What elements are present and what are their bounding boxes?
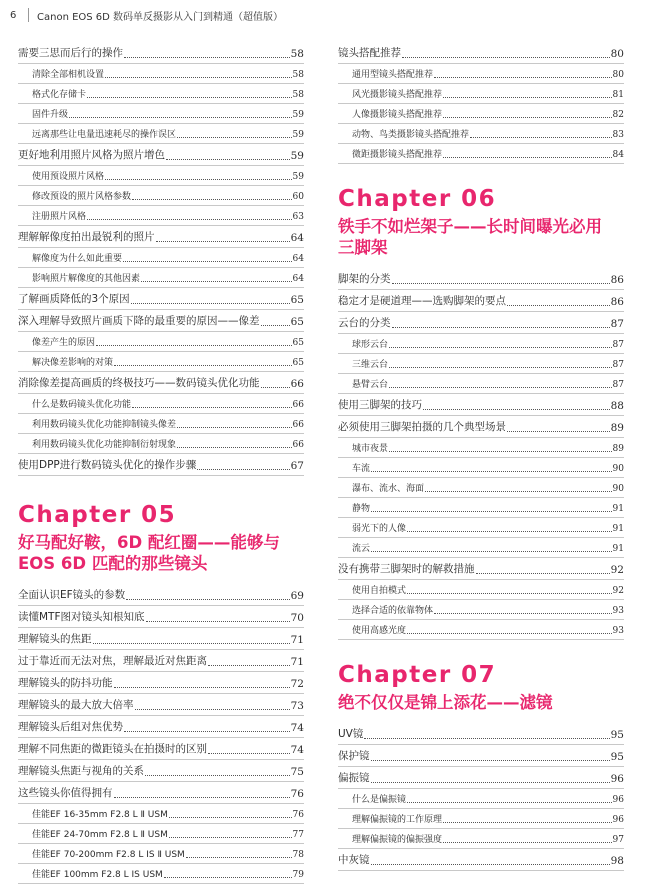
page-number: 6 [10, 9, 17, 21]
dot-leader [407, 632, 612, 634]
dot-leader [476, 572, 610, 574]
toc-entry-title: 利用数码镜头优化功能抑制衍射现象 [32, 440, 177, 450]
dot-leader [123, 260, 292, 262]
dot-leader [443, 96, 612, 98]
toc-entry-title: 使用三脚架的技巧 [338, 399, 422, 411]
dot-leader [146, 620, 290, 622]
chapter-label: Chapter 05 [18, 502, 177, 528]
dot-leader [407, 592, 612, 594]
toc-entry-title: 使用高感光度 [352, 626, 407, 636]
dot-leader [126, 598, 289, 600]
toc-page-number: 87 [612, 380, 624, 390]
dot-leader [164, 876, 292, 878]
toc-subentry [18, 268, 304, 288]
toc-entry-title: 注册照片风格 [32, 212, 87, 222]
dot-leader [114, 796, 290, 798]
toc-entry-title: 全面认识EF镜头的参数 [18, 589, 126, 601]
toc-entry [18, 42, 304, 64]
toc-page-number: 75 [290, 766, 304, 778]
toc-entry [18, 650, 304, 672]
toc-entry [338, 745, 624, 767]
toc-entry-title: 镜头搭配推荐 [338, 47, 401, 59]
toc-entry [338, 394, 624, 416]
toc-page-number: 59 [292, 172, 304, 182]
dot-leader [434, 76, 612, 78]
toc-page-number: 87 [612, 340, 624, 350]
toc-entry-title: 三维云台 [352, 360, 389, 370]
toc-page-number: 90 [612, 464, 624, 474]
dot-leader [364, 737, 609, 739]
chapter-label: Chapter 06 [338, 186, 497, 212]
toc-page-number: 66 [292, 420, 304, 430]
toc-page-number: 84 [612, 150, 624, 160]
toc-entry [18, 144, 304, 166]
chapter-07-heading [338, 662, 624, 713]
toc-entry-title: 悬臂云台 [352, 380, 389, 390]
toc-entry-title: 弱光下的人像 [352, 524, 407, 534]
toc-entry-title: 远离那些让电量迅速耗尽的操作误区 [32, 130, 177, 140]
toc-entry-title: 使用DPP进行数码镜头优化的操作步骤 [18, 459, 197, 471]
dot-leader [177, 446, 292, 448]
toc-entry-title: 格式化存储卡 [32, 90, 87, 100]
dot-leader [371, 863, 610, 865]
page-header [10, 7, 283, 23]
toc-entry-title: 深入理解导致照片画质下降的最重要的原因——像差 [18, 315, 260, 327]
dot-leader [114, 686, 290, 688]
toc-subentry [18, 206, 304, 226]
toc-subentry [338, 438, 624, 458]
toc-entry [338, 312, 624, 334]
toc-subentry [18, 186, 304, 206]
toc-page-number: 71 [290, 634, 304, 646]
toc-entry-title: 动物、鸟类摄影镜头搭配推荐 [352, 130, 470, 140]
toc-subentry [338, 498, 624, 518]
toc-page-number: 76 [292, 810, 304, 820]
toc-entry [18, 694, 304, 716]
toc-page-number: 60 [292, 192, 304, 202]
dot-leader [132, 406, 292, 408]
toc-page-number: 80 [612, 70, 624, 80]
toc-entry [18, 716, 304, 738]
toc-subentry [338, 600, 624, 620]
toc-subentry [18, 64, 304, 84]
dot-leader [208, 752, 290, 754]
toc-entry-title: 解决像差影响的对策 [32, 358, 114, 368]
toc-page-number: 91 [612, 544, 624, 554]
dot-leader [434, 612, 612, 614]
toc-subentry [18, 124, 304, 144]
toc-entry [338, 416, 624, 438]
toc-section-lens-recommend [338, 42, 624, 164]
toc-page-number: 64 [292, 254, 304, 264]
toc-entry [18, 606, 304, 628]
dot-leader [389, 346, 612, 348]
toc-page-number: 59 [292, 130, 304, 140]
toc-page-number: 89 [612, 444, 624, 454]
toc-page-number: 74 [290, 722, 304, 734]
dot-leader [425, 490, 612, 492]
toc-page-number: 69 [290, 590, 304, 602]
toc-subentry [18, 394, 304, 414]
toc-subentry [18, 104, 304, 124]
toc-page-number: 92 [610, 564, 624, 576]
dot-leader [443, 821, 612, 823]
dot-leader [124, 56, 290, 58]
toc-subentry [338, 478, 624, 498]
toc-entry-title: 稳定才是硬道理——选购脚架的要点 [338, 295, 506, 307]
dot-leader [105, 76, 292, 78]
toc-entry [18, 738, 304, 760]
toc-subentry [338, 124, 624, 144]
toc-entry [18, 782, 304, 804]
toc-page-number: 96 [612, 815, 624, 825]
toc-entry-title: 什么是偏振镜 [352, 795, 407, 805]
toc-page-number: 63 [292, 212, 304, 222]
dot-leader [389, 386, 612, 388]
toc-page-number: 66 [290, 378, 304, 390]
toc-entry-title: 理解镜头焦距与视角的关系 [18, 765, 144, 777]
toc-subentry [18, 414, 304, 434]
toc-subentry [338, 829, 624, 849]
toc-page-number: 93 [612, 626, 624, 636]
dot-leader [135, 708, 290, 710]
toc-subentry [338, 809, 624, 829]
dot-leader [87, 218, 292, 220]
toc-page-number: 89 [610, 422, 624, 434]
toc-entry-title: 必须使用三脚架拍摄的几个典型场景 [338, 421, 506, 433]
dot-leader [389, 366, 612, 368]
toc-entry-title: 使用自拍模式 [352, 586, 407, 596]
toc-page-number: 58 [292, 70, 304, 80]
toc-subentry [18, 332, 304, 352]
dot-leader [114, 364, 292, 366]
toc-entry [338, 558, 624, 580]
toc-entry-title: 云台的分类 [338, 317, 391, 329]
toc-page-number: 59 [292, 110, 304, 120]
toc-entry-title: 佳能EF 16-35mm F2.8 L Ⅱ USM [32, 810, 168, 820]
dot-leader [470, 136, 612, 138]
toc-subentry [338, 518, 624, 538]
dot-leader [145, 774, 290, 776]
toc-page-number: 91 [612, 524, 624, 534]
dot-leader [166, 158, 290, 160]
dot-leader [443, 116, 612, 118]
toc-entry [338, 849, 624, 871]
book-title: Canon EOS 6D 数码单反摄影从入门到精通（超值版） [37, 11, 284, 23]
toc-subentry [18, 824, 304, 844]
toc-chapter-05-entries [18, 584, 304, 884]
toc-entry-title: 中灰镜 [338, 854, 370, 866]
toc-subentry [338, 374, 624, 394]
toc-page-number: 87 [610, 318, 624, 330]
dot-leader [371, 550, 612, 552]
toc-page-number: 58 [290, 48, 304, 60]
toc-entry-title: 理解镜头的焦距 [18, 633, 92, 645]
toc-page-number: 87 [612, 360, 624, 370]
toc-entry-title: 流云 [352, 544, 371, 554]
toc-subentry [18, 434, 304, 454]
dot-leader [105, 178, 292, 180]
dot-leader [124, 730, 290, 732]
dot-leader [96, 344, 292, 346]
toc-page-number: 64 [290, 232, 304, 244]
toc-page-number: 65 [290, 316, 304, 328]
toc-entry-title: 使用预设照片风格 [32, 172, 105, 182]
toc-left-column [18, 42, 304, 884]
toc-entry-title: 佳能EF 24-70mm F2.8 L Ⅱ USM [32, 830, 168, 840]
toc-entry [338, 268, 624, 290]
toc-subentry [18, 804, 304, 824]
dot-leader [197, 468, 289, 470]
toc-entry-title: 球形云台 [352, 340, 389, 350]
toc-subentry [18, 166, 304, 186]
toc-entry-title: 微距摄影镜头搭配推荐 [352, 150, 443, 160]
dot-leader [407, 801, 612, 803]
toc-entry-title: 什么是数码镜头优化功能 [32, 400, 132, 410]
dot-leader [69, 116, 292, 118]
dot-leader [371, 470, 612, 472]
chapter-06-heading [338, 186, 624, 258]
toc-page-number: 96 [610, 773, 624, 785]
toc-page-number: 59 [290, 150, 304, 162]
dot-leader [392, 326, 610, 328]
chapter-title-line-2: 三脚架 [338, 238, 388, 257]
toc-entry-title: 佳能EF 100mm F2.8 L IS USM [32, 870, 163, 880]
toc-entry-title: 了解画质降低的3个原因 [18, 293, 130, 305]
toc-subentry [338, 789, 624, 809]
toc-page-number: 66 [292, 400, 304, 410]
dot-leader [132, 198, 292, 200]
toc-page-number: 96 [612, 795, 624, 805]
header-divider [28, 8, 29, 22]
toc-entry-title: 没有携带三脚架时的解救措施 [338, 563, 475, 575]
toc-page-number: 80 [610, 48, 624, 60]
toc-entry-title: 保护镜 [338, 750, 370, 762]
toc-entry-title: 解像度为什么如此重要 [32, 254, 123, 264]
toc-subentry [338, 334, 624, 354]
toc-entry-title: 修改预设的照片风格参数 [32, 192, 132, 202]
toc-subentry [338, 354, 624, 374]
toc-page-number: 91 [612, 504, 624, 514]
toc-page-number: 77 [292, 830, 304, 840]
toc-entry-title: 佳能EF 70-200mm F2.8 L IS Ⅱ USM [32, 850, 185, 860]
dot-leader [131, 302, 290, 304]
toc-page-number: 78 [292, 850, 304, 860]
toc-entry-title: 过于靠近而无法对焦，理解最近对焦距离 [18, 655, 207, 667]
dot-leader [389, 450, 612, 452]
dot-leader [402, 56, 610, 58]
toc-entry [18, 628, 304, 650]
toc-entry [18, 454, 304, 476]
toc-entry-title: 利用数码镜头优化功能抑制镜头像差 [32, 420, 177, 430]
toc-entry-title: 读懂MTF图对镜头知根知底 [18, 611, 145, 623]
dot-leader [208, 664, 290, 666]
toc-page-number: 93 [612, 606, 624, 616]
toc-subentry [18, 864, 304, 884]
dot-leader [371, 759, 610, 761]
dot-leader [507, 304, 610, 306]
toc-entry-title: UV镜 [338, 728, 364, 740]
toc-page-number: 73 [290, 700, 304, 712]
toc-right-column [338, 42, 624, 871]
toc-page-number: 66 [292, 440, 304, 450]
toc-page-number: 65 [292, 338, 304, 348]
dot-leader [93, 642, 290, 644]
toc-entry-title: 像差产生的原因 [32, 338, 96, 348]
toc-entry-title: 清除全部相机设置 [32, 70, 105, 80]
toc-entry-title: 理解不同焦距的微距镜头在拍摄时的区别 [18, 743, 207, 755]
toc-page-number: 65 [290, 294, 304, 306]
toc-entry-title: 脚架的分类 [338, 273, 391, 285]
dot-leader [169, 816, 292, 818]
toc-entry-title: 静物 [352, 504, 371, 514]
dot-leader [371, 510, 612, 512]
toc-subentry [338, 64, 624, 84]
toc-page-number: 74 [290, 744, 304, 756]
toc-entry-title: 瀑布、流水、海面 [352, 484, 425, 494]
toc-page-number: 92 [612, 586, 624, 596]
toc-entry-title: 理解镜头后组对焦优势 [18, 721, 123, 733]
toc-entry-title: 选择合适的依靠物体 [352, 606, 434, 616]
toc-page-number: 95 [610, 751, 624, 763]
toc-page-number: 70 [290, 612, 304, 624]
dot-leader [261, 324, 290, 326]
toc-entry-title: 理解偏振镜的偏振强度 [352, 835, 443, 845]
toc-page-number: 58 [292, 90, 304, 100]
toc-page-number: 98 [610, 855, 624, 867]
dot-leader [507, 430, 610, 432]
chapter-title-line-1: 好马配好鞍，6D 配红圈——能够与 [18, 533, 280, 552]
dot-leader [423, 408, 610, 410]
toc-entry [18, 372, 304, 394]
toc-entry [18, 226, 304, 248]
toc-subentry [338, 538, 624, 558]
toc-entry [338, 42, 624, 64]
toc-page-number: 88 [610, 400, 624, 412]
toc-chapter-06-entries [338, 268, 624, 640]
dot-leader [87, 96, 292, 98]
toc-subentry [338, 458, 624, 478]
toc-page-number: 64 [292, 274, 304, 284]
dot-leader [261, 386, 290, 388]
chapter-title-line-2: EOS 6D 匹配的那些镜头 [18, 554, 208, 573]
toc-page-number: 83 [612, 130, 624, 140]
dot-leader [156, 240, 290, 242]
toc-entry-title: 影响照片解像度的其他因素 [32, 274, 141, 284]
toc-page-number: 76 [290, 788, 304, 800]
toc-entry [18, 760, 304, 782]
toc-page-number: 67 [290, 460, 304, 472]
toc-entry-title: 通用型镜头搭配推荐 [352, 70, 434, 80]
toc-subentry [338, 580, 624, 600]
toc-subentry [338, 104, 624, 124]
dot-leader [177, 136, 292, 138]
toc-subentry [338, 144, 624, 164]
chapter-title-line-1: 绝不仅仅是锦上添花——滤镜 [338, 693, 553, 712]
toc-subentry [18, 844, 304, 864]
chapter-05-heading [18, 502, 304, 574]
toc-entry-title: 理解镜头的防抖功能 [18, 677, 113, 689]
toc-subentry [18, 84, 304, 104]
toc-entry [18, 288, 304, 310]
toc-page-number: 97 [612, 835, 624, 845]
toc-entry-title: 需要三思而后行的操作 [18, 47, 123, 59]
toc-page-number: 82 [612, 110, 624, 120]
toc-page-number: 90 [612, 484, 624, 494]
toc-entry-title: 人像摄影镜头搭配推荐 [352, 110, 443, 120]
dot-leader [141, 280, 292, 282]
toc-entry [338, 290, 624, 312]
toc-entry-title: 理解镜头的最大放大倍率 [18, 699, 134, 711]
toc-page-number: 72 [290, 678, 304, 690]
toc-entry-title: 固件升级 [32, 110, 69, 120]
dot-leader [443, 156, 612, 158]
toc-entry-title: 车流 [352, 464, 371, 474]
toc-subentry [18, 352, 304, 372]
toc-entry-title: 风光摄影镜头搭配推荐 [352, 90, 443, 100]
toc-entry-title: 这些镜头你值得拥有 [18, 787, 113, 799]
toc-entry-title: 理解解像度拍出最锐利的照片 [18, 231, 155, 243]
toc-section-continued [18, 42, 304, 476]
toc-entry [18, 584, 304, 606]
dot-leader [169, 836, 292, 838]
toc-page-number: 81 [612, 90, 624, 100]
dot-leader [443, 841, 612, 843]
dot-leader [407, 530, 612, 532]
dot-leader [371, 781, 610, 783]
toc-subentry [18, 248, 304, 268]
toc-page-number: 86 [610, 274, 624, 286]
toc-entry [18, 310, 304, 332]
dot-leader [392, 282, 610, 284]
toc-entry-title: 偏振镜 [338, 772, 370, 784]
dot-leader [177, 426, 292, 428]
toc-entry-title: 更好地利用照片风格为照片增色 [18, 149, 165, 161]
dot-leader [186, 856, 292, 858]
chapter-title-line-1: 铁手不如烂架子——长时间曝光必用 [338, 217, 602, 236]
toc-entry [338, 723, 624, 745]
toc-subentry [338, 84, 624, 104]
toc-page-number: 65 [292, 358, 304, 368]
toc-entry [18, 672, 304, 694]
toc-page-number: 79 [292, 870, 304, 880]
toc-entry [338, 767, 624, 789]
toc-page-number: 95 [610, 729, 624, 741]
chapter-label: Chapter 07 [338, 662, 497, 688]
toc-entry-title: 理解偏振镜的工作原理 [352, 815, 443, 825]
toc-entry-title: 消除像差提高画质的终极技巧——数码镜头优化功能 [18, 377, 260, 389]
toc-page-number: 71 [290, 656, 304, 668]
toc-entry-title: 城市夜景 [352, 444, 389, 454]
toc-page-number: 86 [610, 296, 624, 308]
toc-subentry [338, 620, 624, 640]
